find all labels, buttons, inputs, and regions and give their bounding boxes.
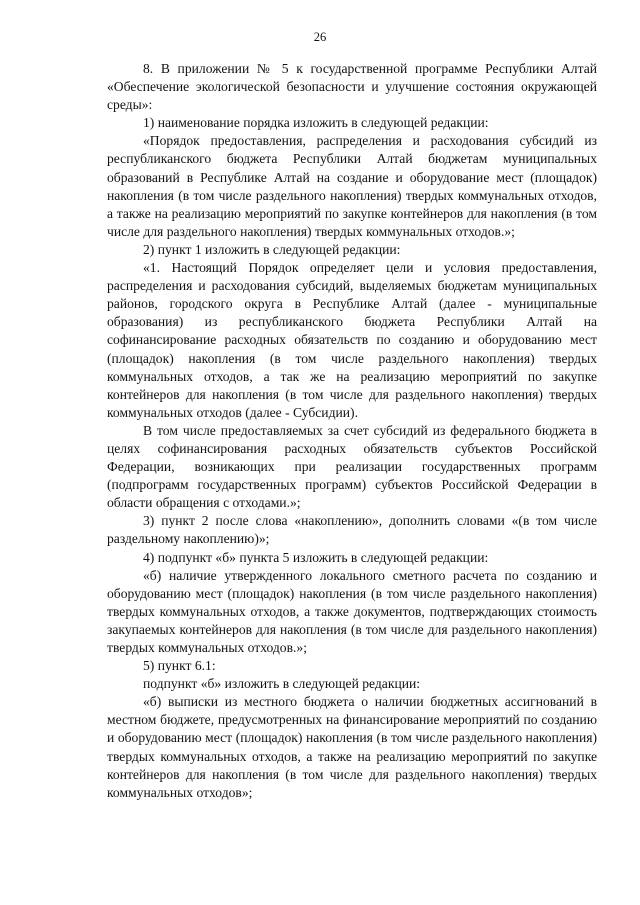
paragraph-subclause-b-intro: подпункт «б» изложить в следующей редакции: [143, 676, 421, 692]
paragraph-subitem-2: 2) пункт 1 изложить в следующей редакции: [143, 241, 401, 257]
paragraph-subitem-1: 1) наименование порядка изложить в следующей редакции: [143, 115, 489, 131]
paragraph-federal-subsidies: В том числе предоставляемых за счет субсидий из федерального бюджета в целях софинансирования расходных обязательств субъектов Российской Федерации, возникающих при реализации государственных программ (подпрограмм государственных программ) субъектов Российской Федерации в области обращения с отходами.»; [107, 422, 597, 511]
paragraph-subclause-b-estimate: «б) наличие утвержденного локального сметного расчета по созданию и оборудованию мест (площадок) накопления (в том числе раздельного накопления) твердых коммунальных отходов, а также документов, подтверждающих стоимость закупаемых контейнеров для накопления (в том числе для раздельного накопления) твердых коммунальных отходов.»; [107, 567, 597, 655]
paragraph-subitem-3: 3) пункт 2 после слова «накоплению», дополнить словами «(в том числе раздельному накоплению)»; [107, 513, 597, 547]
page-number: 26 [313, 30, 327, 44]
paragraph-item-8: 8. В приложении № 5 к государственной программе Республики Алтай «Обеспечение экологической безопасности и улучшение состояния окружающей среды»: [107, 61, 597, 113]
paragraph-subclause-b-budget: «б) выписки из местного бюджета о наличии бюджетных ассигнований в местном бюджете, предусмотренных на финансирование мероприятий по созданию и оборудованию мест (площадок) накопления (в том числе раздельного накопления) твердых коммунальных отходов, а также на реализацию мероприятий по закупке контейнеров для накопления (в том числе для раздельного накопления) твердых коммунальных отходов»; [107, 694, 597, 800]
paragraph-subitem-4: 4) подпункт «б» пункта 5 изложить в следующей редакции: [143, 549, 489, 565]
paragraph-clause-1: «1. Настоящий Порядок определяет цели и условия предоставления, распределения и расходования субсидий, выделяемых бюджетам муниципальных районов, городского округа в Республике Алтай (далее - муниципальные образования) из республиканского бюджета Республики Алтай на софинансирование расходных обязательств по созданию и оборудованию мест (площадок) накопления (в том числе раздельного накопления) твердых коммунальных отходов, а так же на реализацию мероприятий по закупке контейнеров для накопления (в том числе для раздельного накопления) твердых коммунальных отходов (далее - Субсидии). [107, 260, 597, 420]
paragraph-order-title: «Порядок предоставления, распределения и расходования субсидий из республиканского бюджета Республики Алтай бюджетам муниципальных образований в Республике Алтай на создание и оборудование мест (площадок) накопления (в том числе раздельного накопления) твердых коммунальных отходов, а также на реализацию мероприятий по закупке контейнеров для накопления (в том числе для раздельного накопления) твердых коммунальных отходов.»; [107, 133, 597, 239]
paragraph-subitem-5: 5) пункт 6.1: [143, 658, 216, 674]
document-body [107, 60, 597, 802]
